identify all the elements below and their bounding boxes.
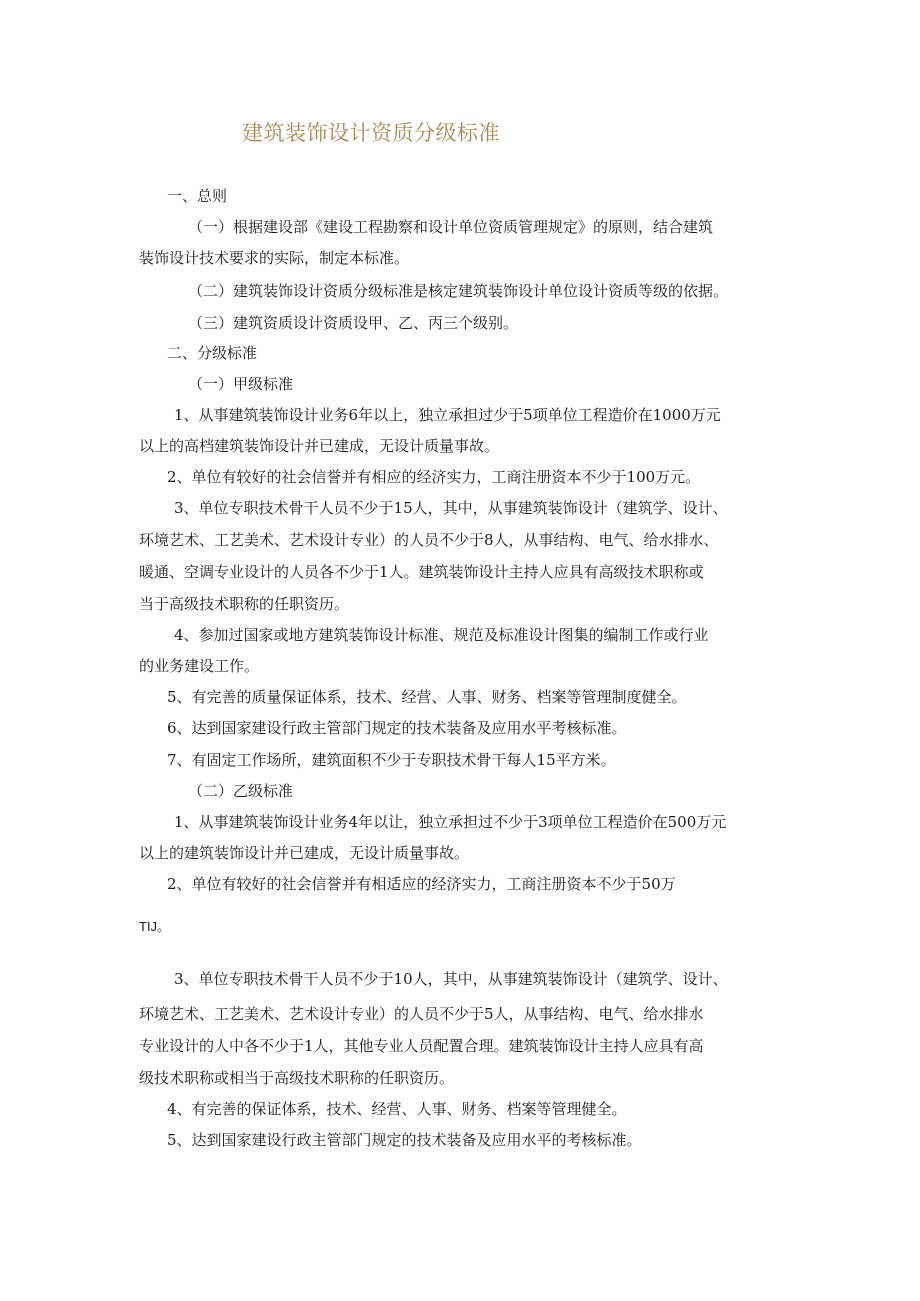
paragraph-line: 5、有完善的质量保证体系，技术、经营、人事、财务、档案等管理制度健全。 — [167, 688, 687, 706]
subsection-heading-grade-b: （二）乙级标准 — [188, 782, 294, 800]
paragraph-line: TIJ。 — [139, 919, 171, 934]
paragraph-line: （一）根据建设部《建设工程勘察和设计单位资质管理规定》的原则，结合建筑 — [188, 218, 714, 236]
paragraph-line: 7、有固定工作场所，建筑面积不少于专职技术骨干每人15平方米。 — [167, 751, 616, 769]
section-heading-grades: 二、分级标准 — [167, 344, 258, 362]
paragraph-line: 6、达到国家建设行政主管部门规定的技术装备及应用水平考核标准。 — [167, 719, 627, 737]
section-heading-general: 一、总则 — [167, 187, 228, 205]
paragraph-line: 3、单位专职技术骨干人员不少于10人，其中，从事建筑装饰设计（建筑学、设计、 — [174, 970, 728, 988]
paragraph-line: （三）建筑资质设计资质设甲、乙、丙三个级别。 — [188, 314, 519, 332]
paragraph-line: 的业务建设工作。 — [139, 657, 260, 675]
paragraph-line: 1、从事建筑装饰设计业务6年以上，独立承担过少于5项单位工程造价在1000万元 — [174, 406, 721, 424]
paragraph-line: 以上的高档建筑装饰设计并已建成，无设计质量事故。 — [139, 437, 500, 455]
paragraph-line: 2、单位有较好的社会信誉并有相适应的经济实力，工商注册资本不少于50万 — [167, 875, 676, 893]
paragraph-line: 暖通、空调专业设计的人员各不少于1人。建筑装饰设计主持人应具有高级技术职称或 — [139, 563, 704, 581]
paragraph-line: 专业设计的人中各不少于1人，其他专业人员配置合理。建筑装饰设计主持人应具有高 — [139, 1037, 704, 1055]
paragraph-line: 4、有完善的保证体系，技术、经营、人事、财务、档案等管理健全。 — [167, 1100, 627, 1118]
paragraph-line: 1、从事建筑装饰设计业务4年以让，独立承担过不少于3项单位工程造价在500万元 — [174, 813, 727, 831]
paragraph-line: 装饰设计技术要求的实际，制定本标准。 — [139, 249, 410, 267]
paragraph-line: 当于高级技术职称的任职资历。 — [139, 595, 350, 613]
paragraph-line: 环境艺术、工艺美术、艺术设计专业）的人员不少于8人，从事结构、电气、给水排水、 — [139, 531, 719, 549]
paragraph-line: 环境艺术、工艺美术、艺术设计专业）的人员不少于5人，从事结构、电气、给水排水 — [139, 1005, 704, 1023]
subsection-heading-grade-a: （一）甲级标准 — [188, 375, 294, 393]
paragraph-line: 3、单位专职技术骨干人员不少于15人，其中，从事建筑装饰设计（建筑学、设计、 — [174, 499, 728, 517]
document-title: 建筑装饰设计资质分级标准 — [242, 121, 500, 145]
paragraph-line: 5、达到国家建设行政主管部门规定的技术装备及应用水平的考核标准。 — [167, 1131, 642, 1149]
paragraph-line: 以上的建筑装饰设计并已建成，无设计质量事故。 — [139, 844, 470, 862]
paragraph-line: （二）建筑装饰设计资质分级标准是核定建筑装饰设计单位设计资质等级的依据。 — [188, 282, 729, 300]
paragraph-line: 2、单位有较好的社会信誉并有相应的经济实力，工商注册资本不少于100万元。 — [167, 468, 701, 486]
paragraph-line: 级技术职称或相当于高级技术职称的任职资历。 — [139, 1069, 455, 1087]
paragraph-line: 4、参加过国家或地方建筑装饰设计标准、规范及标准设计图集的编制工作或行业 — [174, 626, 709, 644]
